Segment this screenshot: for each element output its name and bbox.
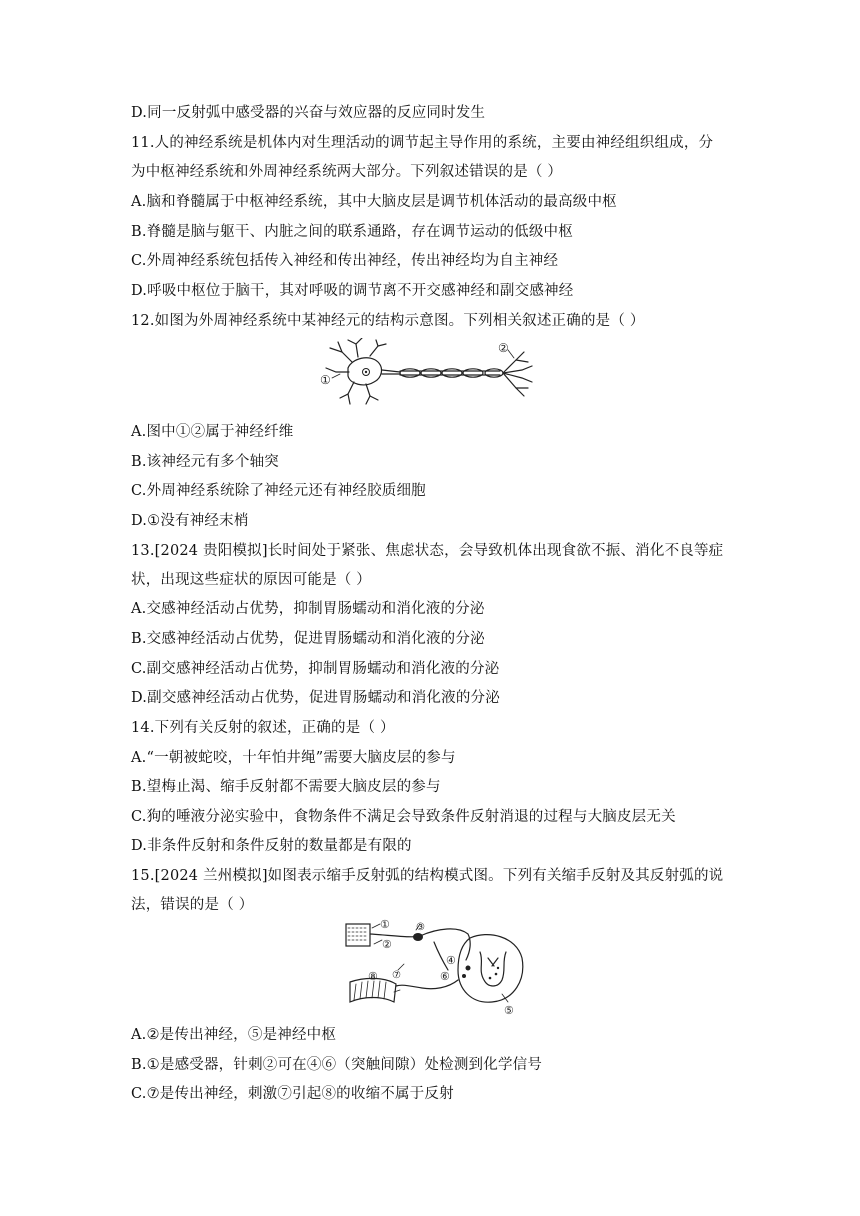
q13-stem-line2: 状，出现这些症状的原因可能是（ ） (131, 572, 372, 588)
arc-label-3: ③ (416, 922, 425, 933)
q13-stem-line1: 13.[2024 贵阳模拟]长时间处于紧张、焦虑状态，会导致机体出现食欲不振、消化不良等症 (131, 543, 724, 559)
arc-label-1: ① (380, 918, 390, 931)
neuron-label-2: ② (498, 341, 509, 355)
q15-stem-line2: 法，错误的是（ ） (131, 897, 254, 913)
neuron-label-1: ① (320, 373, 331, 387)
q10-option-d: D.同一反射弧中感受器的兴奋与效应器的反应同时发生 (131, 105, 486, 121)
q13-option-c: C.副交感神经活动占优势，抑制胃肠蠕动和消化液的分泌 (131, 661, 500, 677)
arc-label-5: ⑤ (504, 1004, 514, 1017)
reflex-arc-diagram (338, 918, 528, 1018)
q12-option-a: A.图中①②属于神经纤维 (131, 424, 294, 440)
neuron-diagram (318, 338, 543, 410)
q12-option-b: B.该神经元有多个轴突 (131, 454, 279, 470)
q14-option-a: A.“一朝被蛇咬，十年怕井绳”需要大脑皮层的参与 (131, 750, 456, 766)
q15-stem-line1: 15.[2024 兰州模拟]如图表示缩手反射弧的结构模式图。下列有关缩手反射及其反射弧的说 (131, 868, 724, 884)
q15-option-a: A.②是传出神经，⑤是神经中枢 (131, 1027, 337, 1043)
q15-option-c: C.⑦是传出神经，刺激⑦引起⑧的收缩不属于反射 (131, 1086, 454, 1102)
q13-option-d: D.副交感神经活动占优势，促进胃肠蠕动和消化液的分泌 (131, 690, 500, 706)
q12-option-c: C.外周神经系统除了神经元还有神经胶质细胞 (131, 483, 426, 499)
q12-stem: 12.如图为外周神经系统中某神经元的结构示意图。下列相关叙述正确的是（ ） (131, 313, 645, 329)
arc-label-6: ⑥ (440, 970, 450, 983)
q11-option-d: D.呼吸中枢位于脑干，其对呼吸的调节离不开交感神经和副交感神经 (131, 283, 574, 299)
q12-option-d: D.①没有神经末梢 (131, 513, 249, 529)
q11-stem-line2: 为中枢神经系统和外周神经系统两大部分。下列叙述错误的是（ ） (131, 164, 563, 180)
q14-option-b: B.望梅止渴、缩手反射都不需要大脑皮层的参与 (131, 779, 441, 795)
arc-label-7: ⑦ (392, 970, 401, 981)
q13-option-a: A.交感神经活动占优势，抑制胃肠蠕动和消化液的分泌 (131, 601, 485, 617)
q14-stem: 14.下列有关反射的叙述，正确的是（ ） (131, 720, 395, 736)
q11-option-b: B.脊髓是脑与躯干、内脏之间的联系通路，存在调节运动的低级中枢 (131, 224, 573, 240)
q15-option-b: B.①是感受器，针刺②可在④⑥（突触间隙）处检测到化学信号 (131, 1057, 543, 1073)
q14-option-c: C.狗的唾液分泌实验中，食物条件不满足会导致条件反射消退的过程与大脑皮层无关 (131, 809, 676, 825)
q14-option-d: D.非条件反射和条件反射的数量都是有限的 (131, 838, 412, 854)
q11-option-c: C.外周神经系统包括传入神经和传出神经，传出神经均为自主神经 (131, 253, 559, 269)
arc-label-8: ⑧ (368, 970, 378, 983)
q11-stem-line1: 11.人的神经系统是机体内对生理活动的调节起主导作用的系统，主要由神经组织组成，分 (131, 135, 714, 151)
arc-label-2: ② (382, 938, 392, 951)
q11-option-a: A.脑和脊髓属于中枢神经系统，其中大脑皮层是调节机体活动的最高级中枢 (131, 194, 617, 210)
arc-label-4: ④ (446, 954, 456, 967)
q13-option-b: B.交感神经活动占优势，促进胃肠蠕动和消化液的分泌 (131, 631, 485, 647)
